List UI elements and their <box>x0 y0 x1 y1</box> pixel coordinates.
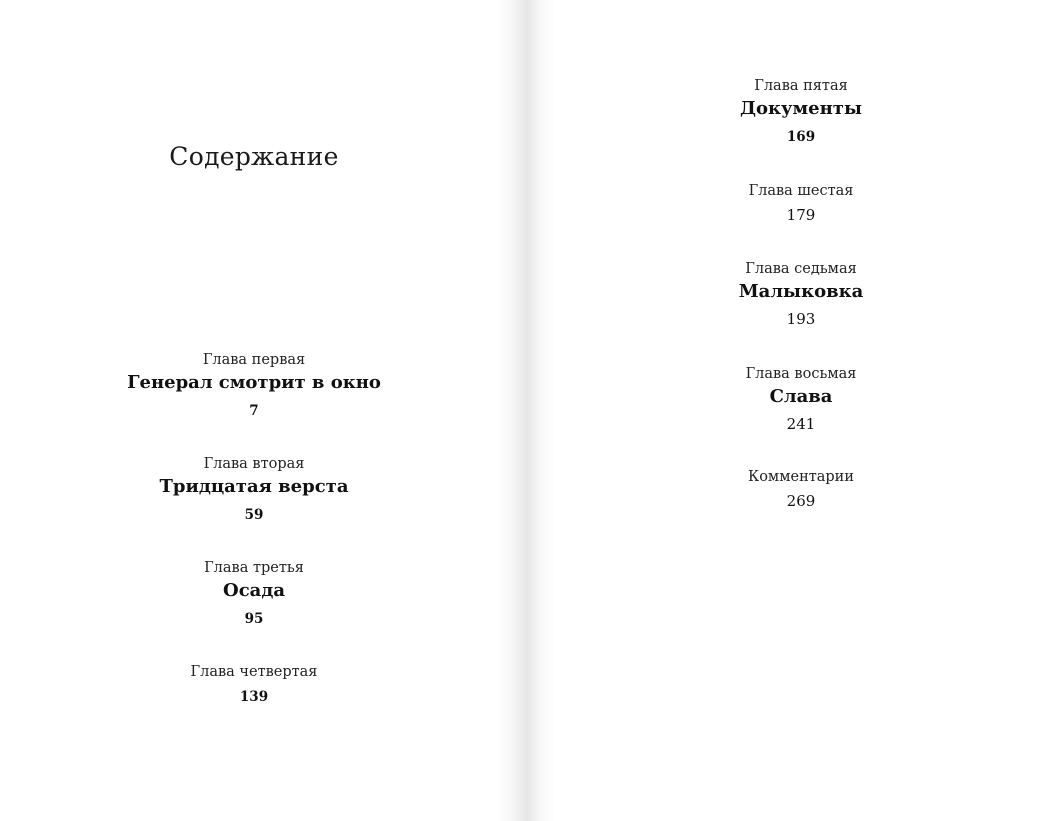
chapter-label: Глава седьмая <box>745 261 857 277</box>
page-number: 95 <box>244 611 264 627</box>
chapter-label: Комментарии <box>747 469 855 485</box>
toc-entry[interactable] <box>54 350 454 423</box>
page-number: 139 <box>239 689 269 705</box>
chapter-name: Слава <box>769 386 833 407</box>
toc-entry[interactable] <box>54 454 454 527</box>
chapter-name: Документы <box>740 98 862 119</box>
page-gutter-shadow <box>496 0 528 821</box>
chapter-name: Малыковка <box>738 281 864 302</box>
chapter-label: Глава четвертая <box>190 664 318 680</box>
chapter-label: Глава шестая <box>748 183 854 199</box>
chapter-name: Тридцатая верста <box>159 476 349 497</box>
toc-entry[interactable] <box>601 76 1001 149</box>
chapter-name: Осада <box>223 580 285 601</box>
chapter-label: Глава восьмая <box>745 366 857 382</box>
page-number: 269 <box>786 492 816 510</box>
page-number: 59 <box>244 507 264 523</box>
page-number: 7 <box>249 403 259 419</box>
chapter-label: Глава пятая <box>754 78 848 94</box>
toc-entry[interactable] <box>54 662 454 709</box>
toc-entry[interactable] <box>601 259 1001 331</box>
page-title: Содержание <box>169 142 339 171</box>
toc-entry[interactable] <box>54 558 454 631</box>
chapter-label: Глава третья <box>204 560 304 576</box>
toc-entry[interactable] <box>601 364 1001 436</box>
chapter-label: Глава первая <box>202 352 306 368</box>
chapter-name: Генерал смотрит в окно <box>127 372 381 393</box>
toc-entry[interactable] <box>601 181 1001 227</box>
page-number: 169 <box>786 129 816 145</box>
right-page <box>528 0 1056 821</box>
page-number: 193 <box>786 310 816 328</box>
page-number: 179 <box>786 206 816 224</box>
chapter-label: Глава вторая <box>203 456 305 472</box>
page-gutter-shadow <box>528 0 556 821</box>
toc-entry[interactable] <box>601 467 1001 513</box>
page-number: 241 <box>786 415 816 433</box>
